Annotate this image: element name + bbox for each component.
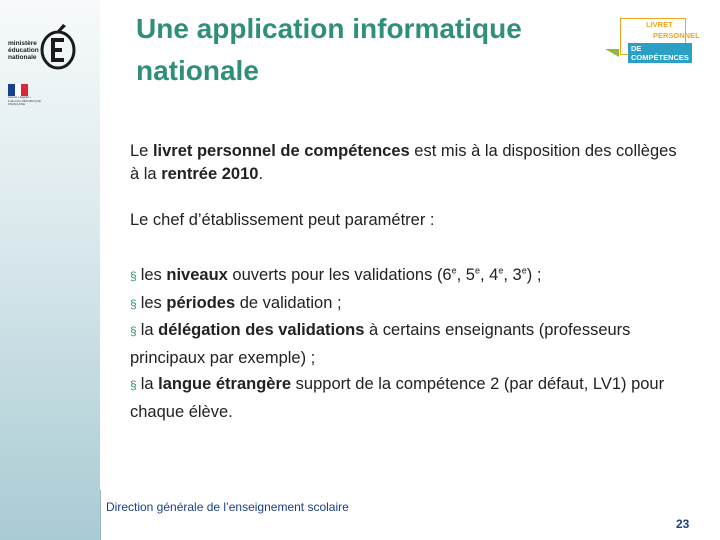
item-text: ) ; (526, 266, 542, 284)
bullet-icon: § (130, 324, 137, 338)
item-text: les (140, 293, 167, 312)
intro-bold-1: livret personnel de compétences (152, 142, 410, 160)
item-bold: périodes (166, 293, 236, 312)
flag-caption: Liberté • Égalité • Fraternité RÉPUBLIQUE FRANÇAISE (8, 95, 42, 106)
item-text: ouverts pour les validations (6 (227, 266, 452, 284)
ministry-line-2: éducation (8, 47, 39, 55)
intro-text-3: . (258, 165, 264, 183)
livret-logo-box (620, 18, 700, 62)
ministry-name (8, 40, 39, 62)
footer-organization: Direction générale de l’enseignement scolaire (106, 500, 349, 514)
ordinal-suffix: e (474, 265, 480, 276)
settings-list (130, 262, 690, 425)
item-text: à certains enseignants (professeurs principaux par exemple) ; (130, 321, 631, 367)
republic-flag-mark (8, 84, 44, 108)
footer-divider (100, 490, 101, 540)
ministry-line-3: nationale (8, 54, 37, 62)
ministry-line-1: ministère (8, 40, 37, 47)
list-item (130, 371, 690, 425)
intro-bold-2: rentrée 2010 (161, 165, 259, 183)
item-text: de validation ; (235, 293, 342, 312)
list-item (130, 290, 690, 318)
item-bold: langue étrangère (158, 375, 292, 393)
bullet-icon: § (130, 269, 137, 283)
item-text: la (140, 321, 159, 339)
slide-title: Une application informatique nationale (136, 13, 522, 86)
intro-paragraph (130, 140, 690, 186)
bullet-icon: § (130, 378, 137, 392)
livret-logo-line-1: LIVRET (646, 20, 673, 29)
intro-text-2: est mis à la disposition des collèges à la (130, 142, 677, 183)
item-text: , 5 (456, 266, 475, 284)
list-item (130, 317, 690, 371)
livret-logo-line-3: DE COMPÉTENCES (628, 43, 692, 63)
item-text: support de la compétence 2 (par défaut, LV1) pour chaque élève. (130, 375, 665, 421)
ordinal-suffix: e (451, 265, 457, 276)
livret-logo-line-2: PERSONNEL (653, 31, 700, 40)
livret-competences-logo (600, 18, 700, 62)
speech-tail-icon (605, 49, 619, 57)
settings-intro: Le chef d’établissement peut paramétrer : (130, 211, 435, 229)
intro-text-1: Le (130, 142, 153, 160)
item-bold: niveaux (166, 266, 228, 284)
bullet-icon: § (130, 296, 137, 311)
item-text: la (140, 375, 159, 393)
item-text: , 4 (480, 266, 499, 284)
item-text: , 3 (503, 266, 522, 284)
ordinal-suffix: e (521, 265, 527, 276)
ministry-logo (8, 22, 78, 82)
page-number: 23 (676, 517, 690, 531)
item-text: les (140, 266, 167, 284)
e-acute-emblem-icon (40, 22, 76, 70)
ordinal-suffix: e (498, 265, 504, 276)
item-bold: délégation des validations (158, 321, 365, 339)
list-item (130, 262, 690, 290)
